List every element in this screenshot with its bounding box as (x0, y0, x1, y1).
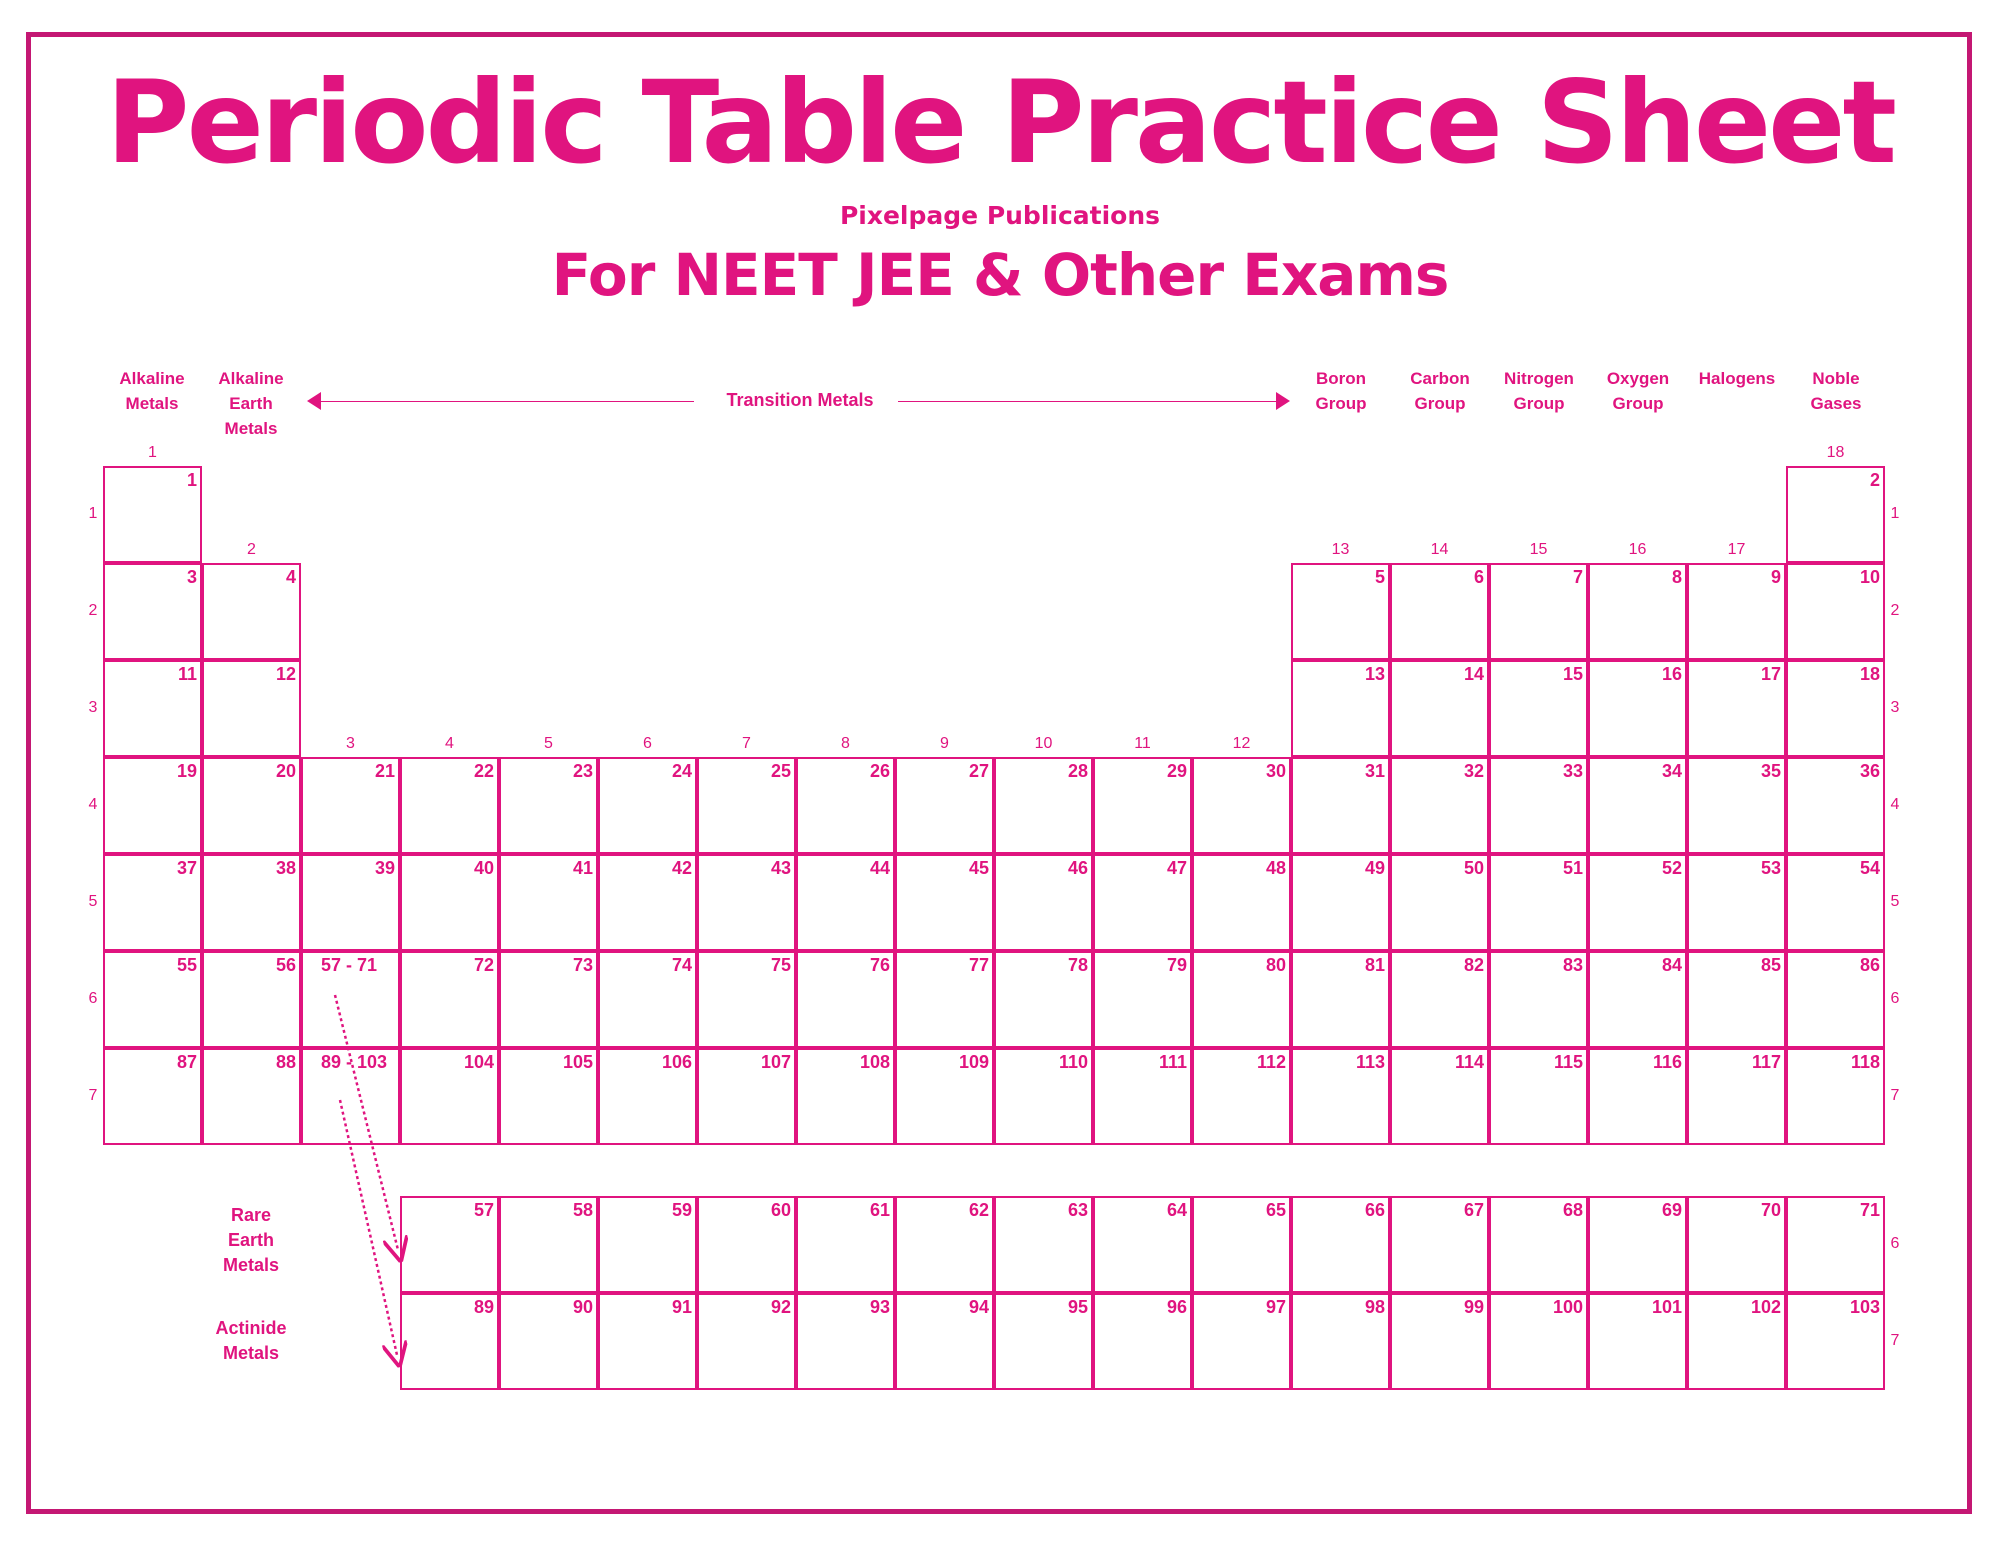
group-header-noble-gases: Noble Gases (1810, 369, 1862, 413)
atomic-number: 52 (1661, 858, 1682, 878)
atomic-number: 103 (1849, 1297, 1880, 1317)
atomic-number: 73 (572, 955, 593, 975)
group-number: 2 (247, 541, 256, 558)
atomic-number: 108 (859, 1052, 890, 1072)
atomic-number: 92 (770, 1297, 791, 1317)
publisher-name: Pixelpage Publications (839, 201, 1161, 230)
atomic-number: 48 (1265, 858, 1286, 878)
atomic-number: 8 (1671, 567, 1682, 587)
atomic-number: 35 (1760, 761, 1781, 781)
atomic-number: 50 (1463, 858, 1484, 878)
atomic-number: 64 (1166, 1200, 1187, 1220)
atomic-number: 75 (770, 955, 791, 975)
group-number: 16 (1628, 541, 1647, 558)
atomic-number: 116 (1652, 1052, 1682, 1072)
atomic-number: 25 (770, 761, 791, 781)
period-number-right: 3 (1890, 699, 1900, 716)
atomic-number: 117 (1751, 1052, 1781, 1072)
atomic-number: 91 (671, 1297, 692, 1317)
period-number-right: 5 (1890, 893, 1900, 910)
atomic-number: 1 (186, 470, 197, 490)
atomic-number: 115 (1553, 1052, 1583, 1072)
atomic-number: 54 (1859, 858, 1880, 878)
group-header-halogens: Halogens (1698, 369, 1776, 388)
atomic-number: 26 (869, 761, 890, 781)
atomic-number: 51 (1562, 858, 1583, 878)
atomic-number: 57 - 71 (321, 955, 378, 975)
atomic-number: 100 (1552, 1297, 1583, 1317)
atomic-number: 59 (671, 1200, 692, 1220)
atomic-number: 45 (968, 858, 989, 878)
atomic-number: 12 (275, 664, 296, 684)
atomic-number: 6 (1473, 567, 1484, 587)
atomic-number: 24 (671, 761, 692, 781)
group-number: 4 (445, 735, 454, 752)
atomic-number: 36 (1859, 761, 1880, 781)
atomic-number: 10 (1859, 567, 1880, 587)
group-header-oxygen: Oxygen Group (1606, 369, 1670, 413)
atomic-number: 17 (1760, 664, 1781, 684)
atomic-number: 34 (1661, 761, 1682, 781)
atomic-number: 5 (1374, 567, 1385, 587)
period-number-left: 1 (88, 505, 98, 522)
atomic-number: 44 (869, 858, 890, 878)
group-number: 15 (1529, 541, 1548, 558)
period-number-left: 7 (88, 1087, 98, 1104)
atomic-number: 55 (176, 955, 197, 975)
atomic-number: 88 (275, 1052, 296, 1072)
atomic-number: 27 (968, 761, 989, 781)
atomic-number: 111 (1158, 1052, 1187, 1072)
atomic-number: 46 (1067, 858, 1088, 878)
group-header-carbon: Carbon Group (1410, 369, 1470, 413)
group-number: 11 (1134, 735, 1151, 752)
atomic-number: 4 (285, 567, 296, 587)
atomic-number: 3 (186, 567, 197, 587)
atomic-number: 42 (671, 858, 692, 878)
actinide-arrow (340, 1100, 397, 1355)
period-number-left: 5 (88, 893, 98, 910)
atomic-number: 58 (572, 1200, 593, 1220)
atomic-number: 86 (1859, 955, 1880, 975)
page-title: Periodic Table Practice Sheet (106, 56, 1894, 189)
group-header-boron: Boron Group (1315, 369, 1367, 413)
atomic-number: 89 - 103 (321, 1052, 388, 1072)
atomic-number: 37 (176, 858, 197, 878)
atomic-number: 85 (1760, 955, 1781, 975)
atomic-number: 18 (1859, 664, 1880, 684)
atomic-number: 72 (473, 955, 494, 975)
actinide-metals-label: Actinide Metals (215, 1318, 287, 1363)
atomic-number: 41 (572, 858, 593, 878)
period-number-right: 2 (1890, 602, 1900, 619)
atomic-number: 69 (1661, 1200, 1682, 1220)
atomic-number: 96 (1166, 1297, 1187, 1317)
period-number-right: 6 (1890, 990, 1900, 1007)
atomic-number: 70 (1760, 1200, 1781, 1220)
atomic-number: 110 (1058, 1052, 1088, 1072)
atomic-number: 14 (1463, 664, 1484, 684)
period-number-right: 1 (1890, 505, 1900, 522)
atomic-number: 40 (473, 858, 494, 878)
period-number-left: 4 (88, 796, 98, 813)
atomic-number: 97 (1265, 1297, 1286, 1317)
atomic-number: 66 (1364, 1200, 1385, 1220)
atomic-number: 30 (1265, 761, 1286, 781)
atomic-number: 114 (1454, 1052, 1484, 1072)
atomic-number: 95 (1067, 1297, 1088, 1317)
atomic-number: 74 (671, 955, 692, 975)
atomic-number: 87 (176, 1052, 197, 1072)
atomic-number: 82 (1463, 955, 1484, 975)
group-number: 9 (940, 735, 949, 752)
atomic-number: 7 (1572, 567, 1583, 587)
atomic-number: 77 (968, 955, 989, 975)
atomic-number: 15 (1562, 664, 1583, 684)
atomic-number: 20 (275, 761, 296, 781)
atomic-number: 67 (1463, 1200, 1484, 1220)
atomic-number: 63 (1067, 1200, 1088, 1220)
atomic-number: 23 (572, 761, 593, 781)
page-subtitle: For NEET JEE & Other Exams (551, 241, 1449, 309)
period-number-left: 3 (88, 699, 98, 716)
lanthanide-arrow (335, 995, 398, 1250)
atomic-number: 102 (1750, 1297, 1781, 1317)
atomic-number: 32 (1463, 761, 1484, 781)
group-number: 8 (841, 735, 850, 752)
atomic-number: 38 (275, 858, 296, 878)
atomic-number: 47 (1166, 858, 1187, 878)
atomic-number: 101 (1651, 1297, 1682, 1317)
atomic-number: 105 (562, 1052, 593, 1072)
group-number: 3 (346, 735, 355, 752)
group-number: 12 (1232, 735, 1251, 752)
atomic-number: 65 (1265, 1200, 1286, 1220)
rare-earth-metals-label: Rare Earth Metals (222, 1205, 280, 1275)
atomic-number: 90 (572, 1297, 593, 1317)
atomic-number: 16 (1661, 664, 1682, 684)
group-header-nitrogen: Nitrogen Group (1504, 369, 1574, 413)
atomic-number: 68 (1562, 1200, 1583, 1220)
atomic-number: 11 (177, 664, 197, 684)
period-number-left: 2 (88, 602, 98, 619)
group-number: 7 (742, 735, 751, 752)
atomic-number: 93 (869, 1297, 890, 1317)
atomic-number: 62 (968, 1200, 989, 1220)
atomic-number: 109 (958, 1052, 989, 1072)
atomic-number: 28 (1067, 761, 1088, 781)
atomic-number: 118 (1850, 1052, 1880, 1072)
atomic-number: 39 (374, 858, 395, 878)
group-number: 10 (1034, 735, 1053, 752)
atomic-number: 2 (1869, 470, 1880, 490)
atomic-number: 99 (1463, 1297, 1484, 1317)
atomic-number: 81 (1364, 955, 1385, 975)
atomic-number: 19 (176, 761, 197, 781)
atomic-number: 83 (1562, 955, 1583, 975)
atomic-number: 98 (1364, 1297, 1385, 1317)
period-number-right: 4 (1890, 796, 1900, 813)
transition-metals-label: Transition Metals (726, 390, 874, 410)
atomic-number: 80 (1265, 955, 1286, 975)
period-number-left: 6 (88, 990, 98, 1007)
atomic-number: 33 (1562, 761, 1583, 781)
atomic-number: 13 (1364, 664, 1385, 684)
atomic-number: 106 (661, 1052, 692, 1072)
atomic-number: 21 (374, 761, 395, 781)
atomic-number: 71 (1859, 1200, 1880, 1220)
atomic-number: 104 (463, 1052, 494, 1072)
atomic-number: 89 (473, 1297, 494, 1317)
period-number-right: 6 (1890, 1235, 1900, 1252)
atomic-number: 22 (473, 761, 494, 781)
atomic-number: 79 (1166, 955, 1187, 975)
atomic-number: 29 (1166, 761, 1187, 781)
atomic-number: 61 (869, 1200, 890, 1220)
atomic-number: 60 (770, 1200, 791, 1220)
atomic-number: 57 (473, 1200, 494, 1220)
group-number: 5 (544, 735, 553, 752)
group-header-alkaline-metals: Alkaline Metals (119, 369, 185, 413)
group-number: 17 (1727, 541, 1746, 558)
atomic-number: 94 (968, 1297, 989, 1317)
group-number: 14 (1430, 541, 1449, 558)
group-number: 1 (148, 444, 157, 461)
atomic-number: 84 (1661, 955, 1682, 975)
atomic-number: 9 (1770, 567, 1781, 587)
atomic-number: 107 (760, 1052, 791, 1072)
period-number-right: 7 (1890, 1087, 1900, 1104)
atomic-number: 112 (1256, 1052, 1286, 1072)
group-number: 6 (643, 735, 652, 752)
atomic-number: 31 (1364, 761, 1385, 781)
atomic-number: 43 (770, 858, 791, 878)
atomic-number: 113 (1355, 1052, 1385, 1072)
group-number: 13 (1331, 541, 1350, 558)
group-number: 18 (1826, 444, 1845, 461)
atomic-number: 49 (1364, 858, 1385, 878)
group-header-alkaline-earth-metals: Alkaline Earth Metals (218, 369, 284, 438)
period-number-right: 7 (1890, 1332, 1900, 1349)
atomic-number: 78 (1067, 955, 1088, 975)
atomic-number: 56 (275, 955, 296, 975)
atomic-number: 76 (869, 955, 890, 975)
atomic-number: 53 (1760, 858, 1781, 878)
